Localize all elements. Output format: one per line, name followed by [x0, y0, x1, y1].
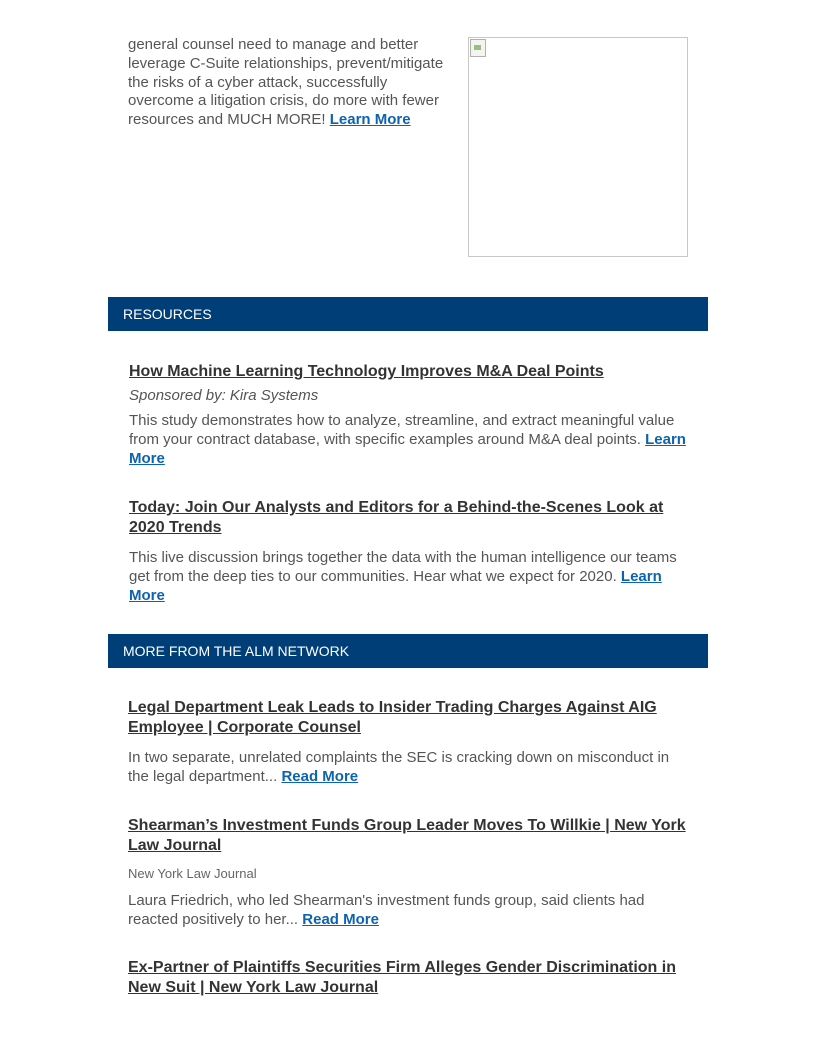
broken-image-icon	[470, 39, 486, 57]
resource-description-text-1: This study demonstrates how to analyze, streamline, and extract meaningful value from your contract database, with specific examples around M&A deal points.	[129, 412, 675, 448]
resource-description-1	[129, 411, 694, 468]
resource-sponsor-1: Sponsored by: Kira Systems	[129, 387, 319, 404]
network-read-more-link-1[interactable]: Read More	[281, 768, 359, 785]
network-description-2	[128, 891, 693, 929]
network-description-1	[128, 748, 693, 786]
resources-heading: RESOURCES	[108, 297, 708, 331]
promo-image[interactable]	[468, 37, 688, 257]
resource-learn-more-link-1[interactable]: Learn More	[129, 431, 686, 467]
network-source-2: New York Law Journal	[128, 866, 257, 881]
network-title-3[interactable]: Ex-Partner of Plaintiffs Securities Firm Alleges Gender Discrimination in New Suit | New York Law Journal	[128, 959, 676, 996]
resource-title-1[interactable]: How Machine Learning Technology Improves M&A Deal Points	[129, 363, 604, 380]
network-heading: MORE FROM THE ALM NETWORK	[108, 634, 708, 668]
resource-learn-more-link-2[interactable]: Learn More	[129, 568, 662, 604]
resource-description-text-2: This live discussion brings together the data with the human intelligence our teams get from the deep ties to our communities. Hear what we expect for 2020.	[129, 549, 677, 585]
network-title-2[interactable]: Shearman’s Investment Funds Group Leader Moves To Willkie | New York Law Journal	[128, 817, 686, 854]
network-description-text-2: Laura Friedrich, who led Shearman's investment funds group, said clients had reacted positively to her...	[128, 892, 645, 928]
network-description-text-1: In two separate, unrelated complaints the SEC is cracking down on misconduct in the legal department...	[128, 749, 670, 785]
resource-title-2[interactable]: Today: Join Our Analysts and Editors for a Behind-the-Scenes Look at 2020 Trends	[129, 499, 664, 536]
intro-paragraph	[128, 36, 448, 130]
intro-learn-more-link[interactable]: Learn More	[329, 111, 411, 129]
resource-description-2	[129, 548, 694, 605]
network-title-1[interactable]: Legal Department Leak Leads to Insider Trading Charges Against AIG Employee | Corporate Counsel	[128, 699, 657, 736]
intro-text: general counsel need to manage and better leverage C-Suite relationships, prevent/mitigate the risks of a cyber attack, successfully overcome a litigation crisis, do more with fewer resources and MUCH MORE!	[128, 36, 444, 129]
network-read-more-link-2[interactable]: Read More	[302, 911, 379, 928]
